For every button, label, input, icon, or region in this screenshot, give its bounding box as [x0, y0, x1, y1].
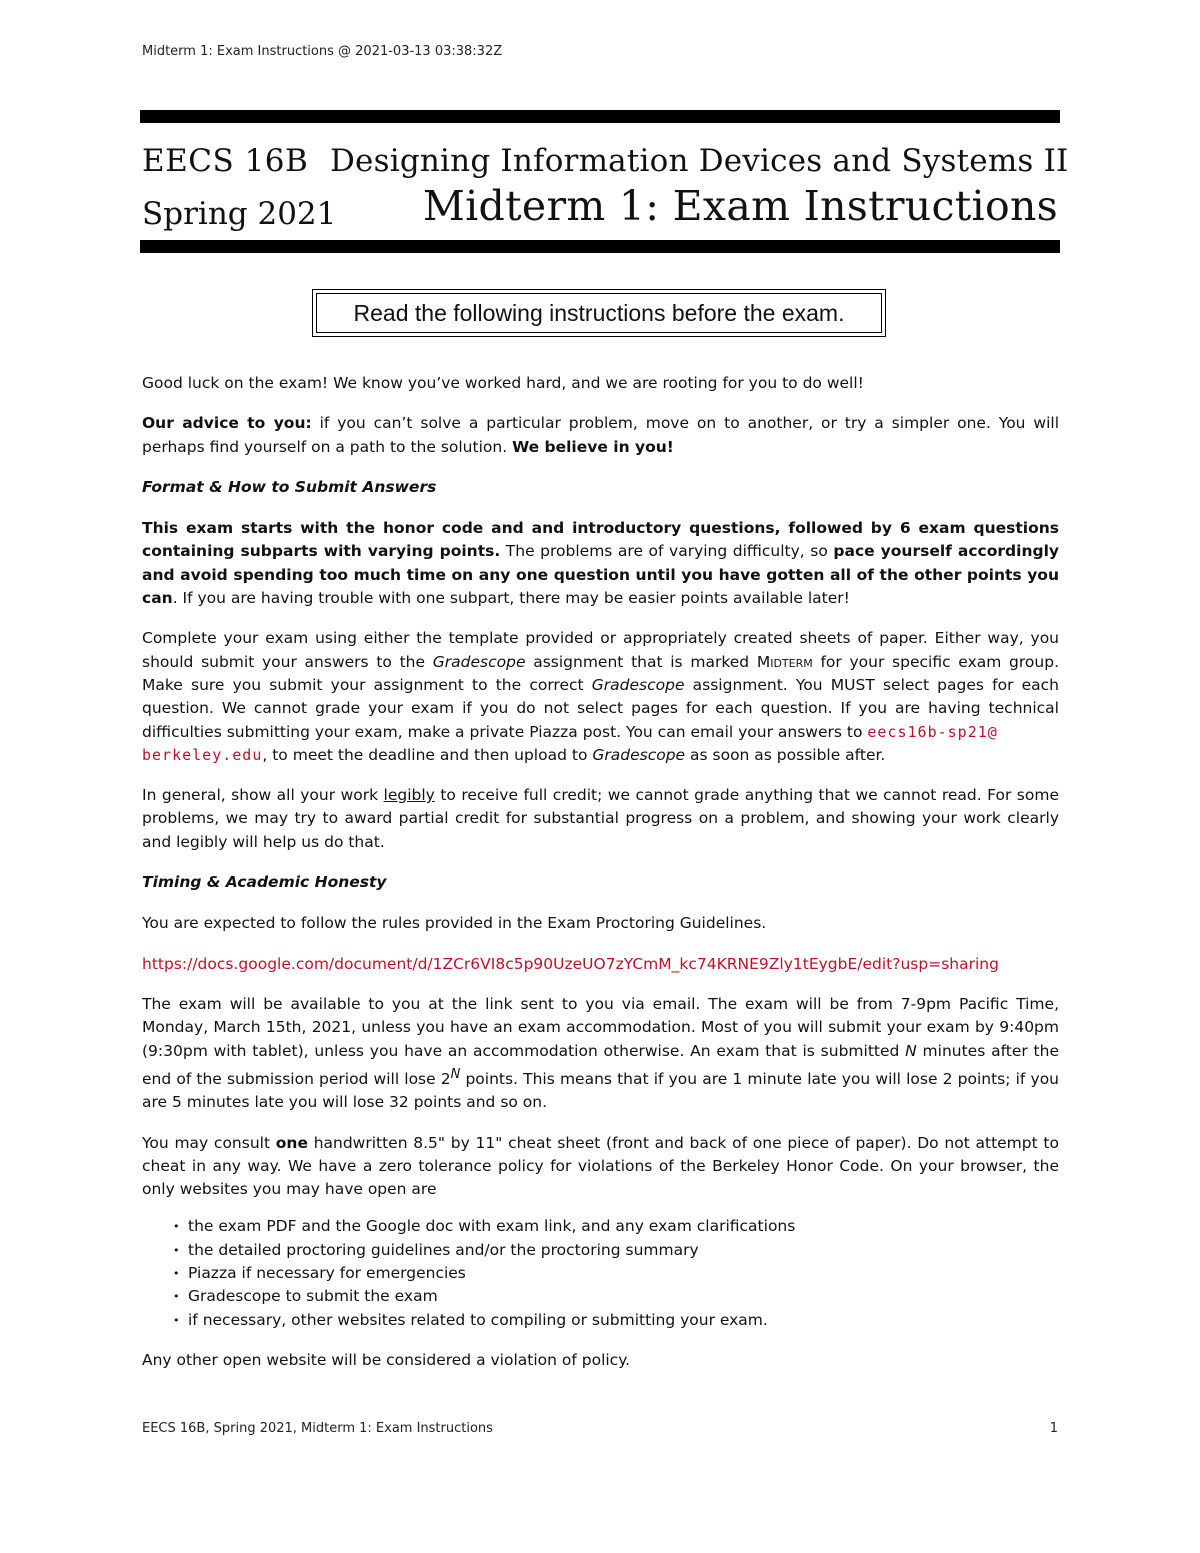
footer-title: EECS 16B, Spring 2021, Midterm 1: Exam Instructions [142, 1421, 493, 1436]
timing-text-1: The exam will be available to you at the link sent to you via email. The exam will be from 7-9pm Pacific Time, Monday, March 15th, 2021, unless you have an exam accommodation. Most of you will submit your exam by 9:40pm (9:30pm with tablet), unless you have an accommodation otherwise. An exam that is submitted [142, 994, 1059, 1060]
gradescope-ref-2: Gradescope [591, 675, 685, 694]
gradescope-ref-1: Gradescope [432, 652, 526, 671]
format-bold-2: pace yourself accordingly and avoid spending too much time on any one question until you have gotten all of the other points you can [142, 542, 1059, 608]
cheat-one: one [275, 1133, 308, 1152]
advice-believe: We believe in you! [512, 437, 674, 456]
advice-label: Our advice to you: [142, 414, 312, 433]
email-link-part-2[interactable]: berkeley.edu [142, 745, 263, 764]
list-item: • the exam PDF and the Google doc with exam link, and any exam clarifications [188, 1215, 1059, 1238]
format-bold-1: This exam starts with the honor code and and introductory questions, followed by 6 exam questions containing subparts with varying points. [142, 519, 1059, 561]
course-code: EECS 16B [142, 143, 309, 179]
legibly-word: legibly [383, 786, 435, 805]
page-header-meta: Midterm 1: Exam Instructions @ 2021-03-13 03:38:32Z [142, 44, 503, 59]
list-item: • the detailed proctoring guidelines and/or the proctoring summary [188, 1239, 1059, 1262]
submit-text-4: assignment. You MUST select pages for each question. We cannot grade your exam if you do not select pages for each question. If you are having technical difficulties submitting your exam, make a private Piazza post. You can email your answers to [142, 675, 1059, 741]
rules-paragraph: You are expected to follow the rules provided in the Exam Proctoring Guidelines. [142, 914, 767, 933]
guidelines-link[interactable]: https://docs.google.com/document/d/1ZCr6VI8c5p90UzeUO7zYCmM_kc74KRNE9Zly1tEygbE/edit?usp=sharing [142, 954, 999, 973]
advice-paragraph [142, 412, 1059, 459]
cheat-text-1: You may consult [142, 1133, 276, 1152]
legibly-text-2: to receive full credit; we cannot grade anything that we cannot read. For some problems, we may try to award partial credit for substantial progress on a problem, and showing your work clearly and legibly will help us do that. [142, 786, 1060, 851]
section-heading-format: Format & How to Submit Answers [142, 477, 437, 496]
page-number: 1 [1049, 1421, 1058, 1436]
submit-paragraph [142, 627, 1059, 767]
format-text-2: . If you are having trouble with one subpart, there may be easier points available later! [172, 589, 850, 608]
cheat-text-2: handwritten 8.5" by 11" cheat sheet (front and back of one piece of paper). Do not attempt to cheat in any way. We have a zero tolerance policy for violations of the Berkeley Honor Code. On your browser, the only websites you may have open are [142, 1133, 1059, 1199]
format-paragraph [142, 517, 1059, 610]
timing-n: N [905, 1041, 917, 1060]
intro-paragraph: Good luck on the exam! We know you’ve worked hard, and we are rooting for you to do well! [142, 374, 864, 392]
gradescope-ref-3: Gradescope [592, 745, 686, 764]
submit-text-5: , to meet the deadline and then upload to [262, 745, 593, 764]
violation-paragraph: Any other open website will be considered a violation of policy. [142, 1350, 631, 1369]
course-name: Designing Information Devices and Systems II [330, 143, 1069, 179]
header-rule-bottom [140, 240, 1060, 253]
instructions-body [142, 372, 1059, 1389]
submit-text-2: assignment that is marked [525, 652, 757, 671]
list-item: • if necessary, other websites related to compiling or submitting your exam. [188, 1309, 1059, 1332]
timing-exponent: N [450, 1066, 461, 1082]
timing-paragraph [142, 993, 1059, 1115]
header-rule-top [140, 110, 1060, 123]
legibly-paragraph [142, 784, 1059, 854]
format-text-1: The problems are of varying difficulty, so [500, 542, 834, 561]
email-link-part-1[interactable]: eecs16b-sp21@ [867, 722, 998, 741]
cheat-paragraph [142, 1132, 1059, 1202]
midterm-tag: Midterm [756, 652, 813, 671]
advice-text: if you can’t solve a particular problem, move on to another, or try a simpler one. You will perhaps find yourself on a path to the solution. [142, 414, 1060, 456]
allowed-sites-list [142, 1215, 1059, 1331]
doc-title: Midterm 1: Exam Instructions [422, 182, 1058, 230]
timing-text-3: points. This means that if you are 1 minute late you will lose 2 points; if you are 5 minutes late you will lose 32 points and so on. [142, 1069, 1059, 1112]
legibly-text-1: In general, show all your work [142, 786, 384, 805]
term: Spring 2021 [142, 196, 337, 232]
notice-text: Read the following instructions before the exam. [316, 293, 882, 333]
submit-text-1: Complete your exam using either the template provided or appropriately created sheets of paper. Either way, you should submit your answers to the [142, 629, 1059, 671]
list-item: • Piazza if necessary for emergencies [188, 1262, 1059, 1285]
timing-text-2: minutes after the end of the submission period will lose 2 [142, 1041, 1059, 1088]
notice-box [312, 289, 886, 337]
submit-text-6: as soon as possible after. [685, 745, 886, 764]
list-item: • Gradescope to submit the exam [188, 1285, 1059, 1308]
section-heading-timing: Timing & Academic Honesty [142, 873, 387, 892]
submit-text-3: for your specific exam group. Make sure you submit your assignment to the correct [142, 652, 1060, 694]
